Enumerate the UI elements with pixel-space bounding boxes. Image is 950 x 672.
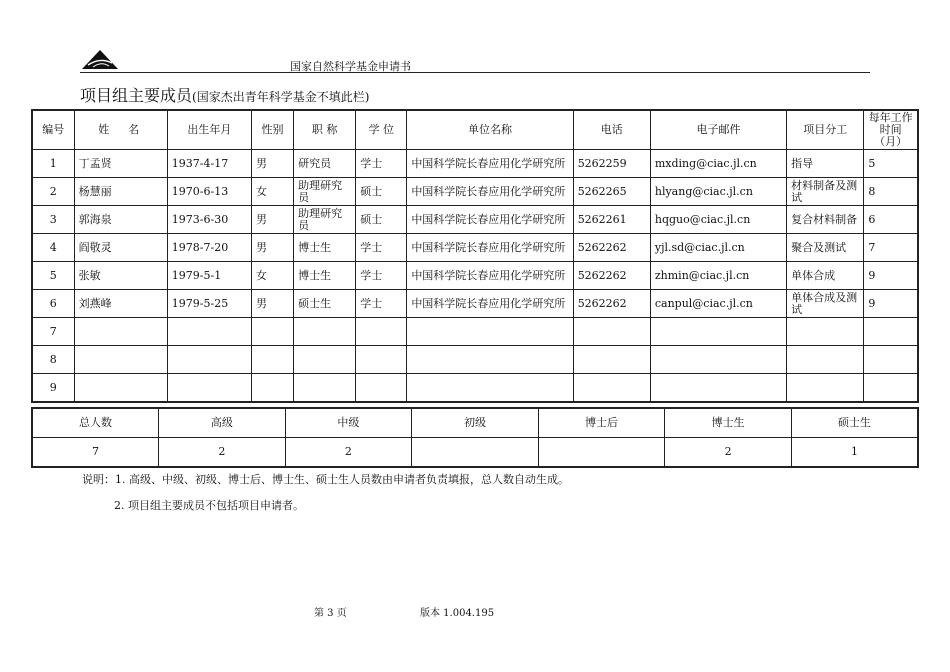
member-phone: 5262265 [573, 178, 650, 206]
member-degree [356, 318, 407, 346]
member-work-months [864, 318, 918, 346]
table-row [32, 346, 918, 374]
member-role: 材料制备及测试 [787, 178, 864, 206]
notes [82, 473, 569, 512]
member-role: 单体合成 [787, 262, 864, 290]
member-degree: 硕士 [356, 206, 407, 234]
member-title [294, 318, 356, 346]
member-degree [356, 346, 407, 374]
member-work-months: 9 [864, 290, 918, 318]
member-birth-date: 1937-4-17 [167, 150, 251, 178]
header-cell: 每年工作时间（月） [864, 110, 918, 150]
member-gender [251, 318, 293, 346]
member-unit: 中国科学院长春应用化学研究所 [407, 262, 573, 290]
member-role: 聚合及测试 [787, 234, 864, 262]
header-cell: 职 称 [294, 110, 356, 150]
member-unit: 中国科学院长春应用化学研究所 [407, 178, 573, 206]
member-phone [573, 374, 650, 403]
member-phone: 5262262 [573, 290, 650, 318]
member-birth-date: 1979-5-25 [167, 290, 251, 318]
page-number: 第 3 页 [314, 608, 347, 619]
member-phone: 5262262 [573, 234, 650, 262]
table-row [32, 374, 918, 403]
member-degree: 学士 [356, 262, 407, 290]
header-cell: 性别 [251, 110, 293, 150]
member-email: zhmin@ciac.jl.cn [650, 262, 786, 290]
member-degree: 学士 [356, 150, 407, 178]
member-work-months: 8 [864, 178, 918, 206]
member-title [294, 374, 356, 403]
summary-value-cell: 2 [285, 438, 412, 468]
member-degree: 硕士 [356, 178, 407, 206]
member-unit [407, 346, 573, 374]
member-gender [251, 346, 293, 374]
summary-header-cell: 博士生 [665, 408, 792, 438]
table-row [32, 262, 918, 290]
member-number: 9 [32, 374, 74, 403]
member-unit: 中国科学院长春应用化学研究所 [407, 290, 573, 318]
summary-value-cell: 2 [665, 438, 792, 468]
member-number: 7 [32, 318, 74, 346]
member-email: hqguo@ciac.jl.cn [650, 206, 786, 234]
header-cell: 电子邮件 [650, 110, 786, 150]
summary-value-cell [412, 438, 539, 468]
table-row [32, 318, 918, 346]
member-birth-date: 1979-5-1 [167, 262, 251, 290]
member-name: 阎敬灵 [74, 234, 167, 262]
member-email [650, 346, 786, 374]
member-degree: 学士 [356, 234, 407, 262]
summary-value-cell: 2 [159, 438, 286, 468]
members-table [31, 109, 919, 403]
summary-table [31, 407, 919, 468]
member-work-months: 9 [864, 262, 918, 290]
member-number: 4 [32, 234, 74, 262]
member-birth-date: 1978-7-20 [167, 234, 251, 262]
table-header-row [32, 110, 918, 150]
document-header-title: 国家自然科学基金申请书 [290, 60, 411, 73]
member-role: 指导 [787, 150, 864, 178]
member-title: 硕士生 [294, 290, 356, 318]
member-role: 复合材料制备 [787, 206, 864, 234]
member-name [74, 318, 167, 346]
member-number: 5 [32, 262, 74, 290]
member-unit [407, 374, 573, 403]
member-work-months: 5 [864, 150, 918, 178]
member-unit: 中国科学院长春应用化学研究所 [407, 150, 573, 178]
member-gender: 男 [251, 206, 293, 234]
table-row [32, 290, 918, 318]
section-title [80, 83, 369, 106]
member-birth-date [167, 318, 251, 346]
summary-header-cell: 博士后 [538, 408, 665, 438]
summary-header-cell: 初级 [412, 408, 539, 438]
summary-header-cell: 高级 [159, 408, 286, 438]
member-name [74, 346, 167, 374]
member-gender: 男 [251, 234, 293, 262]
nsfc-logo [80, 48, 120, 70]
member-role [787, 374, 864, 403]
member-name: 郭海泉 [74, 206, 167, 234]
member-work-months: 7 [864, 234, 918, 262]
member-gender: 女 [251, 262, 293, 290]
section-title-text: 项目组主要成员 [80, 86, 193, 105]
member-number: 2 [32, 178, 74, 206]
header-divider [80, 72, 870, 73]
member-birth-date [167, 374, 251, 403]
member-title: 助理研究员 [294, 178, 356, 206]
member-role [787, 318, 864, 346]
member-email: canpul@ciac.jl.cn [650, 290, 786, 318]
member-email [650, 318, 786, 346]
member-number: 3 [32, 206, 74, 234]
note-line-1: 说明：1. 高级、中级、初级、博士后、博士生、硕士生人员数由申请者负责填报，总人数自动生成。 [82, 473, 569, 486]
member-email: hlyang@ciac.jl.cn [650, 178, 786, 206]
note-line-2: 2. 项目组主要成员不包括项目申请者。 [114, 499, 304, 512]
table-row [32, 178, 918, 206]
header-cell: 学 位 [356, 110, 407, 150]
header-cell: 编号 [32, 110, 74, 150]
table-row [32, 206, 918, 234]
member-phone: 5262259 [573, 150, 650, 178]
header-cell: 姓 名 [74, 110, 167, 150]
member-birth-date: 1973-6-30 [167, 206, 251, 234]
header-cell: 项目分工 [787, 110, 864, 150]
member-title: 博士生 [294, 262, 356, 290]
member-gender: 女 [251, 178, 293, 206]
member-work-months [864, 346, 918, 374]
member-role: 单体合成及测试 [787, 290, 864, 318]
summary-header-cell: 中级 [285, 408, 412, 438]
member-number: 8 [32, 346, 74, 374]
header-cell: 出生年月 [167, 110, 251, 150]
member-birth-date: 1970-6-13 [167, 178, 251, 206]
member-gender [251, 374, 293, 403]
summary-value-cell: 1 [791, 438, 918, 468]
member-birth-date [167, 346, 251, 374]
member-work-months [864, 374, 918, 403]
summary-header-cell: 硕士生 [791, 408, 918, 438]
member-title: 助理研究员 [294, 206, 356, 234]
member-unit [407, 318, 573, 346]
summary-header-row [32, 408, 918, 438]
member-name: 杨慧丽 [74, 178, 167, 206]
member-email [650, 374, 786, 403]
member-gender: 男 [251, 150, 293, 178]
member-phone [573, 318, 650, 346]
table-row [32, 150, 918, 178]
member-name: 张敏 [74, 262, 167, 290]
summary-value-cell: 7 [32, 438, 159, 468]
member-degree: 学士 [356, 290, 407, 318]
member-gender: 男 [251, 290, 293, 318]
member-title [294, 346, 356, 374]
version-label: 版本 1.004.195 [420, 608, 495, 619]
member-phone [573, 346, 650, 374]
member-phone: 5262261 [573, 206, 650, 234]
member-phone: 5262262 [573, 262, 650, 290]
summary-value-row [32, 438, 918, 468]
summary-header-cell: 总人数 [32, 408, 159, 438]
header-cell: 单位名称 [407, 110, 573, 150]
summary-value-cell [538, 438, 665, 468]
member-title: 研究员 [294, 150, 356, 178]
member-email: yjl.sd@ciac.jl.cn [650, 234, 786, 262]
member-number: 6 [32, 290, 74, 318]
member-degree [356, 374, 407, 403]
member-name: 丁孟贤 [74, 150, 167, 178]
member-unit: 中国科学院长春应用化学研究所 [407, 206, 573, 234]
section-title-note: (国家杰出青年科学基金不填此栏) [192, 90, 370, 104]
member-unit: 中国科学院长春应用化学研究所 [407, 234, 573, 262]
member-work-months: 6 [864, 206, 918, 234]
member-email: mxding@ciac.jl.cn [650, 150, 786, 178]
member-role [787, 346, 864, 374]
header-cell: 电话 [573, 110, 650, 150]
member-name [74, 374, 167, 403]
member-title: 博士生 [294, 234, 356, 262]
table-row [32, 234, 918, 262]
member-name: 刘燕峰 [74, 290, 167, 318]
member-number: 1 [32, 150, 74, 178]
